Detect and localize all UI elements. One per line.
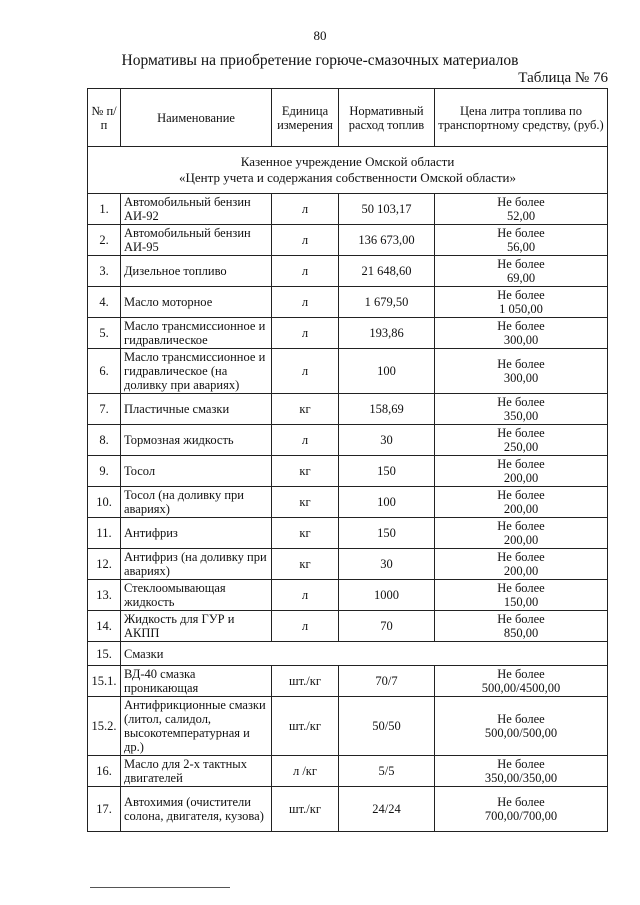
table-row xyxy=(88,666,608,697)
row-norm: 21 648,60 xyxy=(339,256,435,287)
price-prefix: Не более xyxy=(497,581,545,595)
row-unit: л /кг xyxy=(272,756,339,787)
price-value: 52,00 xyxy=(506,209,536,223)
row-number: 11. xyxy=(88,518,121,549)
row-price xyxy=(435,225,608,256)
row-unit: л xyxy=(272,611,339,642)
price-value: 69,00 xyxy=(506,271,536,285)
table-row xyxy=(88,697,608,756)
row-norm: 30 xyxy=(339,425,435,456)
document-title: Нормативы на приобретение горюче-смазочных материалов xyxy=(121,52,519,69)
price-prefix: Не более xyxy=(497,612,545,626)
price-value: 200,00 xyxy=(503,502,539,516)
header-unit: Единица измерения xyxy=(272,89,339,147)
price-prefix: Не более xyxy=(497,426,545,440)
row-unit: кг xyxy=(272,487,339,518)
price-prefix: Не более xyxy=(497,667,545,681)
organization-row xyxy=(88,147,608,194)
price-prefix: Не более xyxy=(497,757,545,771)
price-prefix: Не более xyxy=(497,550,545,564)
row-unit: кг xyxy=(272,456,339,487)
table-row xyxy=(88,394,608,425)
table-row xyxy=(88,518,608,549)
table-row xyxy=(88,611,608,642)
table-header-row xyxy=(88,89,608,147)
row-unit: кг xyxy=(272,518,339,549)
table-row xyxy=(88,194,608,225)
row-price xyxy=(435,487,608,518)
price-prefix: Не более xyxy=(497,357,545,371)
price-value: 300,00 xyxy=(503,333,539,347)
price-prefix: Не более xyxy=(497,319,545,333)
table-row xyxy=(88,787,608,832)
row-price xyxy=(435,425,608,456)
row-unit: л xyxy=(272,349,339,394)
row-number: 10. xyxy=(88,487,121,518)
header-norm: Нормативный расход топлив xyxy=(339,89,435,147)
table-row xyxy=(88,318,608,349)
row-unit: шт./кг xyxy=(272,697,339,756)
row-norm: 150 xyxy=(339,456,435,487)
price-value: 250,00 xyxy=(503,440,539,454)
row-name: Масло трансмиссионное и гидравлическое (на доливку при авариях) xyxy=(121,349,272,394)
row-price xyxy=(435,349,608,394)
price-prefix: Не более xyxy=(497,288,545,302)
price-value: 200,00 xyxy=(503,471,539,485)
row-price xyxy=(435,394,608,425)
row-number: 7. xyxy=(88,394,121,425)
row-name: Смазки xyxy=(121,642,608,666)
row-name: Автомобильный бензин АИ-95 xyxy=(121,225,272,256)
norms-table xyxy=(87,88,608,832)
row-unit: л xyxy=(272,194,339,225)
table-label: Таблица № 76 xyxy=(518,70,608,86)
row-price xyxy=(435,580,608,611)
row-unit: шт./кг xyxy=(272,666,339,697)
price-value: 350,00/350,00 xyxy=(484,771,558,785)
row-number: 17. xyxy=(88,787,121,832)
row-number: 13. xyxy=(88,580,121,611)
row-norm: 136 673,00 xyxy=(339,225,435,256)
table-body xyxy=(88,147,608,832)
row-name: Тосол xyxy=(121,456,272,487)
organization-line-1: Казенное учреждение Омской области xyxy=(240,154,455,169)
row-name: Антифрикционные смазки (литол, салидол, высокотемпературная и др.) xyxy=(121,697,272,756)
row-price xyxy=(435,456,608,487)
row-price xyxy=(435,287,608,318)
row-norm: 50 103,17 xyxy=(339,194,435,225)
row-name: Масло для 2-х тактных двигателей xyxy=(121,756,272,787)
header-price: Цена литра топлива по транспортному средству, (руб.) xyxy=(435,89,608,147)
table-row xyxy=(88,580,608,611)
row-norm: 100 xyxy=(339,349,435,394)
row-price xyxy=(435,787,608,832)
row-price xyxy=(435,549,608,580)
table-row xyxy=(88,487,608,518)
row-number: 12. xyxy=(88,549,121,580)
row-norm: 70 xyxy=(339,611,435,642)
row-unit: л xyxy=(272,256,339,287)
row-number: 4. xyxy=(88,287,121,318)
row-norm: 1 679,50 xyxy=(339,287,435,318)
row-name: Пластичные смазки xyxy=(121,394,272,425)
table-row xyxy=(88,349,608,394)
price-value: 150,00 xyxy=(503,595,539,609)
row-price xyxy=(435,194,608,225)
row-norm: 70/7 xyxy=(339,666,435,697)
price-prefix: Не более xyxy=(497,226,545,240)
row-norm: 150 xyxy=(339,518,435,549)
price-value: 700,00/700,00 xyxy=(484,809,558,823)
price-value: 350,00 xyxy=(503,409,539,423)
table-row xyxy=(88,425,608,456)
price-value: 300,00 xyxy=(503,371,539,385)
row-price xyxy=(435,666,608,697)
row-name: Автомобильный бензин АИ-92 xyxy=(121,194,272,225)
price-value: 200,00 xyxy=(503,564,539,578)
row-number: 1. xyxy=(88,194,121,225)
row-number: 9. xyxy=(88,456,121,487)
row-norm: 50/50 xyxy=(339,697,435,756)
price-prefix: Не более xyxy=(497,395,545,409)
price-value: 200,00 xyxy=(503,533,539,547)
row-price xyxy=(435,318,608,349)
row-unit: шт./кг xyxy=(272,787,339,832)
price-value: 1 050,00 xyxy=(499,302,543,316)
row-number: 3. xyxy=(88,256,121,287)
row-name: Масло моторное xyxy=(121,287,272,318)
header-num: № п/п xyxy=(88,89,121,147)
row-norm: 100 xyxy=(339,487,435,518)
table-row xyxy=(88,549,608,580)
organization-line-2: «Центр учета и содержания собственности Омской области» xyxy=(178,170,517,185)
row-name: Стеклоомывающая жидкость xyxy=(121,580,272,611)
row-unit: кг xyxy=(272,394,339,425)
row-number: 2. xyxy=(88,225,121,256)
table-row xyxy=(88,287,608,318)
row-name: Антифриз (на доливку при авариях) xyxy=(121,549,272,580)
table-row xyxy=(88,225,608,256)
row-unit: л xyxy=(272,425,339,456)
row-number: 8. xyxy=(88,425,121,456)
row-unit: кг xyxy=(272,549,339,580)
row-norm: 24/24 xyxy=(339,787,435,832)
footer-divider xyxy=(90,887,230,888)
price-prefix: Не более xyxy=(497,257,545,271)
row-unit: л xyxy=(272,287,339,318)
row-number: 5. xyxy=(88,318,121,349)
row-number: 15.1. xyxy=(88,666,121,697)
row-name: Тосол (на доливку при авариях) xyxy=(121,487,272,518)
price-value: 500,00/4500,00 xyxy=(481,681,561,695)
row-number: 14. xyxy=(88,611,121,642)
table-row xyxy=(88,256,608,287)
row-norm: 5/5 xyxy=(339,756,435,787)
row-unit: л xyxy=(272,318,339,349)
row-name: Дизельное топливо xyxy=(121,256,272,287)
header-name: Наименование xyxy=(121,89,272,147)
row-number: 15. xyxy=(88,642,121,666)
row-unit: л xyxy=(272,225,339,256)
price-prefix: Не более xyxy=(497,712,545,726)
row-price xyxy=(435,256,608,287)
row-name: Жидкость для ГУР и АКПП xyxy=(121,611,272,642)
row-number: 6. xyxy=(88,349,121,394)
row-number: 15.2. xyxy=(88,697,121,756)
row-name: ВД-40 смазка проникающая xyxy=(121,666,272,697)
table-row xyxy=(88,456,608,487)
row-unit: л xyxy=(272,580,339,611)
table-row xyxy=(88,642,608,666)
organization-cell xyxy=(88,147,608,194)
row-price xyxy=(435,697,608,756)
row-name: Тормозная жидкость xyxy=(121,425,272,456)
price-prefix: Не более xyxy=(497,519,545,533)
row-norm: 193,86 xyxy=(339,318,435,349)
price-prefix: Не более xyxy=(497,457,545,471)
row-name: Масло трансмиссионное и гидравлическое xyxy=(121,318,272,349)
price-prefix: Не более xyxy=(497,195,545,209)
row-norm: 30 xyxy=(339,549,435,580)
row-norm: 158,69 xyxy=(339,394,435,425)
price-value: 500,00/500,00 xyxy=(484,726,558,740)
row-name: Антифриз xyxy=(121,518,272,549)
row-name: Автохимия (очистители солона, двигателя, кузова) xyxy=(121,787,272,832)
page-number: 80 xyxy=(313,28,327,43)
row-norm: 1000 xyxy=(339,580,435,611)
row-price xyxy=(435,756,608,787)
price-value: 850,00 xyxy=(503,626,539,640)
table-row xyxy=(88,756,608,787)
row-price xyxy=(435,518,608,549)
row-number: 16. xyxy=(88,756,121,787)
row-price xyxy=(435,611,608,642)
price-value: 56,00 xyxy=(506,240,536,254)
price-prefix: Не более xyxy=(497,795,545,809)
price-prefix: Не более xyxy=(497,488,545,502)
